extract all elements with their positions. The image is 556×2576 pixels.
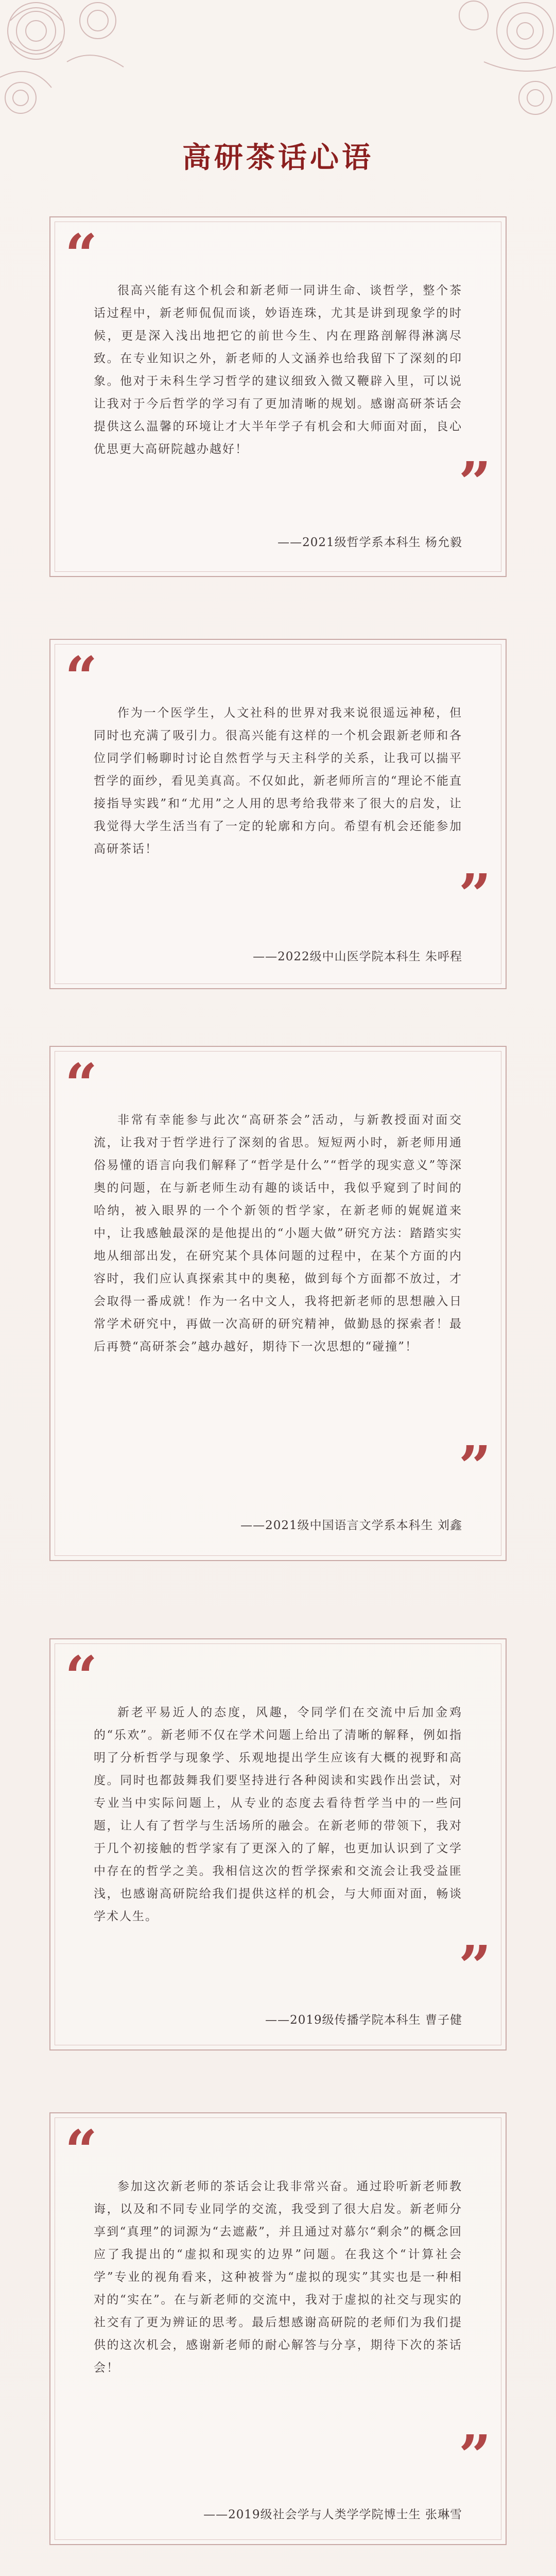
open-quote-icon: “ xyxy=(65,1051,98,1117)
close-quote-icon: ” xyxy=(458,1433,491,1500)
quote-card-2 xyxy=(49,639,507,989)
open-quote-icon: “ xyxy=(65,222,98,288)
page-title: 高研茶话心语 xyxy=(182,141,374,175)
close-quote-icon: ” xyxy=(458,449,491,516)
open-quote-icon: “ xyxy=(65,644,98,710)
quote-text: 作为一个医学生，人文社科的世界对我来说很遥远神秘，但同时也充满了吸引力。很高兴能有这样的一个机会跟新老师和各位同学们畅聊时讨论自然哲学与天主科学的关系，让我可以揣平哲学的面纱，看见美真高。不仅如此，新老师所言的“理论不能直接指导实践”和“尤用”之人用的思考给我带来了很大的启发，让我觉得大学生活当有了一定的轮廓和方向。希望有机会还能参加高研茶话！ xyxy=(94,706,462,856)
quote-text: 参加这次新老师的茶话会让我非常兴奋。通过聆听新老师教诲，以及和不同专业同学的交流，我受到了很大启发。新老师分享到“真理”的词源为“去遮蔽”，并且通过对慕尔“剩余”的概念回应了我提出的“虚拟和现实的边界”问题。在我这个“计算社会学”专业的视角看来，这种被誉为“虚拟的现实”其实也是一种相对的“实在”。在与新老师的交流中，我对于虚拟的社交与现实的社交有了更为辨证的思考。最后想感谢高研院的老师们为我们提供的这次机会，感谢新老师的耐心解答与分享，期待下次的茶话会！ xyxy=(94,2180,462,2375)
close-quote-icon: ” xyxy=(458,861,491,928)
quote-author: ——2021级哲学系本科生 杨允毅 xyxy=(277,536,462,549)
close-quote-icon: ” xyxy=(458,1933,491,1999)
quote-text: 非常有幸能参与此次“高研茶会”活动，与新教授面对面交流，让我对于哲学进行了深刻的省思。短短两小时，新老师用通俗易懂的语言向我们解释了“哲学是什么”“哲学的现实意义”等深奥的问题，在与新老师生动有趣的谈话中，我似乎窥到了时间的哈纳，被入眼界的一个个新领的哲学家，在新老师的娓娓道来中，让我感触最深的是他提出的“小题大做”研究方法：踏踏实实地从细部出发，在研究某个具体问题的过程中，在某个方面的内容时，我们应认真探索其中的奥秘，做到每个方面都不放过，才会取得一番成就！作为一名中文人，我将把新老师的思想融入日常学术研究中，再做一次高研的研究精神，做勤恳的探索者！最后再赞“高研茶会”越办越好，期待下一次思想的“碰撞”！ xyxy=(94,1113,462,1353)
floral-decoration-icon xyxy=(432,0,556,129)
open-quote-icon: “ xyxy=(65,1643,98,1710)
quote-card-4 xyxy=(49,1638,507,2050)
quote-author: ——2022级中山医学院本科生 朱呼程 xyxy=(253,950,462,963)
close-quote-icon: ” xyxy=(458,2422,491,2489)
quote-text: 很高兴能有这个机会和新老师一同讲生命、谈哲学，整个茶话过程中，新老师侃侃而谈，妙语连珠，尤其是讲到现象学的时候，更是深入浅出地把它的前世今生、内在理路剖解得淋漓尽致。在专业知识之外，新老师的人文涵养也给我留下了深刻的印象。他对于未科生学习哲学的建议细致入微又鞭辟入里，可以说让我对于今后哲学的学习有了更加清晰的规划。感谢高研茶话会提供这么温馨的环境让才大半年学子有机会和大师面对面，良心优思更大高研院越办越好！ xyxy=(94,284,462,456)
quote-author: ——2019级社会学与人类学学院博士生 张琳雪 xyxy=(203,2508,462,2521)
quote-text: 新老平易近人的态度，风趣，令同学们在交流中后加金鸡的“乐欢”。新老师不仅在学术问题上给出了清晰的解释，例如指明了分析哲学与现象学、乐观地提出学生应该有大概的视野和高度。同时也都鼓舞我们要坚持进行各种阅读和实践作出尝试，对专业当中实际问题上，从专业的态度去看待哲学当中的一些问题，让人有了哲学与生活场所的融会。在新老师的带领下，我对于几个初接触的哲学家有了更深入的了解，也更加认识到了文学中存在的哲学之美。我相信这次的哲学探索和交流会让我受益匪浅，也感谢高研院给我们提供这样的机会，与大师面对面，畅谈学术人生。 xyxy=(94,1706,462,1923)
quote-card-1 xyxy=(49,216,507,577)
quote-card-3 xyxy=(49,1046,507,1561)
quote-author: ——2021级中国语言文学系本科生 刘鑫 xyxy=(240,1519,462,1532)
open-quote-icon: “ xyxy=(65,2117,98,2184)
quote-author: ——2019级传播学院本科生 曹子健 xyxy=(265,2013,462,2027)
quote-card-5 xyxy=(49,2112,507,2545)
floral-decoration-icon xyxy=(0,0,154,134)
